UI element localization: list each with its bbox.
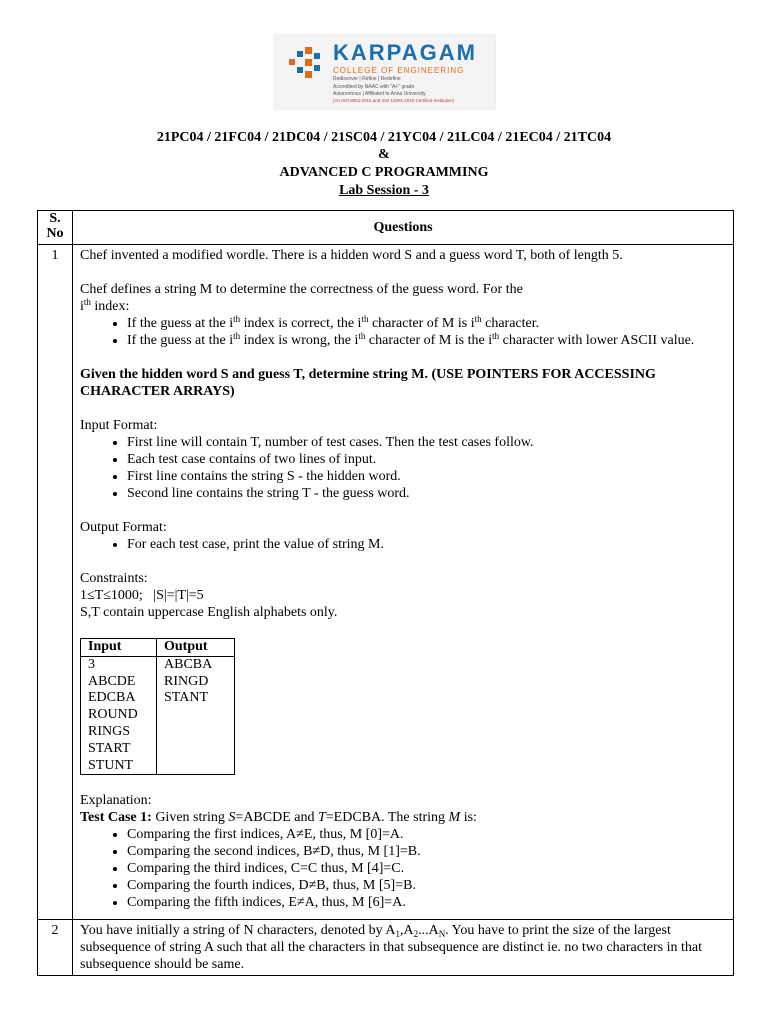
output-format-list	[80, 536, 727, 553]
logo-affiliation: Autonomous | Affiliated to Anna University	[333, 91, 426, 97]
course-title: ADVANCED C PROGRAMMING	[279, 165, 489, 180]
question-number: 1	[38, 245, 73, 920]
karpagam-logo-icon	[287, 45, 323, 81]
constraint-2: S,T contain uppercase English alphabets only.	[80, 605, 338, 620]
constraint-1: 1≤T≤1000; |S|=|T|=5	[80, 588, 204, 603]
output-format-label: Output Format:	[80, 520, 167, 535]
ampersand: &	[378, 147, 390, 162]
logo-accreditation: Accredited by NAAC with "A+" grade	[333, 84, 415, 90]
io-header-input: Input	[81, 639, 157, 657]
list-item: • Comparing the fifth indices, E≠A, thus, M [6]=A.	[127, 894, 727, 911]
question-row	[38, 920, 734, 976]
question-number: 2	[38, 920, 73, 976]
list-item: • If the guess at the $i^{th}$ index is correct, the $i^{th}$ character of M is $i^{th}$ character.	[127, 315, 727, 332]
io-header-output: Output	[157, 639, 235, 657]
list-item: • Each test case contains of two lines of input.	[127, 451, 727, 468]
q1-rules-list	[80, 315, 727, 349]
logo-certification: (An ISO 9001:2015 and ISO 14001:2015 Certified Institution)	[333, 98, 455, 103]
comparison-list	[80, 826, 727, 911]
q2-text: You have initially a string of N characters, denoted by $A_1,A_2...A_N$. You have to print the size of the largest subsequence of string A such that all the characters in that subsequence are distinct ie. no two characters in that subsequence should be same.	[80, 923, 703, 973]
list-item: • First line will contain T, number of test cases. Then the test cases follow.	[127, 434, 727, 451]
input-format-label: Input Format:	[80, 418, 158, 433]
list-item: • Comparing the second indices, B≠D, thus, M [1]=B.	[127, 843, 727, 860]
io-input-cell: 3 ABCDE EDCBA ROUND RINGS START STUNT	[81, 656, 157, 775]
session-title: Lab Session - 3	[339, 183, 429, 198]
college-logo	[274, 34, 496, 110]
list-item: • If the guess at the $i^{th}$ index is wrong, the $i^{th}$ character of M is the $i^{th}$ character with lower ASCII value.	[127, 332, 727, 349]
serial-header-line2: No	[46, 226, 64, 241]
list-item: • For each test case, print the value of string M.	[127, 536, 727, 553]
logo-tagline: Rediscover | Refine | Redefine	[333, 76, 401, 82]
explanation-label: Explanation:	[80, 793, 152, 809]
input-format-list	[80, 434, 727, 502]
sample-io-table	[80, 638, 235, 775]
list-item: • Second line contains the string T - the guess word.	[127, 485, 727, 502]
list-item: • Comparing the fourth indices, D≠B, thus, M [5]=B.	[127, 877, 727, 894]
list-item: • First line contains the string S - the hidden word.	[127, 468, 727, 485]
serial-number-header	[38, 211, 73, 245]
serial-header-line1: S.	[49, 211, 61, 226]
q1-intro: Chef invented a modified wordle. There is a hidden word S and a guess word T, both of length 5.	[80, 248, 623, 263]
io-output-cell: ABCBA RINGD STANT	[157, 656, 235, 775]
question-1-content	[73, 245, 734, 920]
questions-header: Questions	[73, 211, 734, 245]
question-row	[38, 245, 734, 920]
course-codes: 21PC04 / 21FC04 / 21DC04 / 21SC04 / 21YC04 / 21LC04 / 21EC04 / 21TC04	[156, 130, 612, 145]
test-case-line: Test Case 1: Given string S=ABCDE and T=EDCBA. The string M is:	[80, 810, 477, 826]
question-2-content	[73, 920, 734, 976]
list-item: • Comparing the third indices, C=C thus, M [4]=C.	[127, 860, 727, 877]
list-item: • Comparing the first indices, A≠E, thus, M [0]=A.	[127, 826, 727, 843]
questions-table	[37, 210, 734, 976]
constraints-label: Constraints:	[80, 571, 148, 586]
q1-definition: Chef defines a string M to determine the correctness of the guess word. For the $i^{th}$ index:	[80, 282, 523, 314]
logo-subtitle: COLLEGE OF ENGINEERING	[333, 66, 465, 75]
table-header-row	[38, 211, 734, 245]
logo-name: KARPAGAM	[333, 40, 477, 65]
q1-task: Given the hidden word S and guess T, determine string M. (USE POINTERS FOR ACCESSING CHARACTER ARRAYS)	[80, 367, 656, 399]
